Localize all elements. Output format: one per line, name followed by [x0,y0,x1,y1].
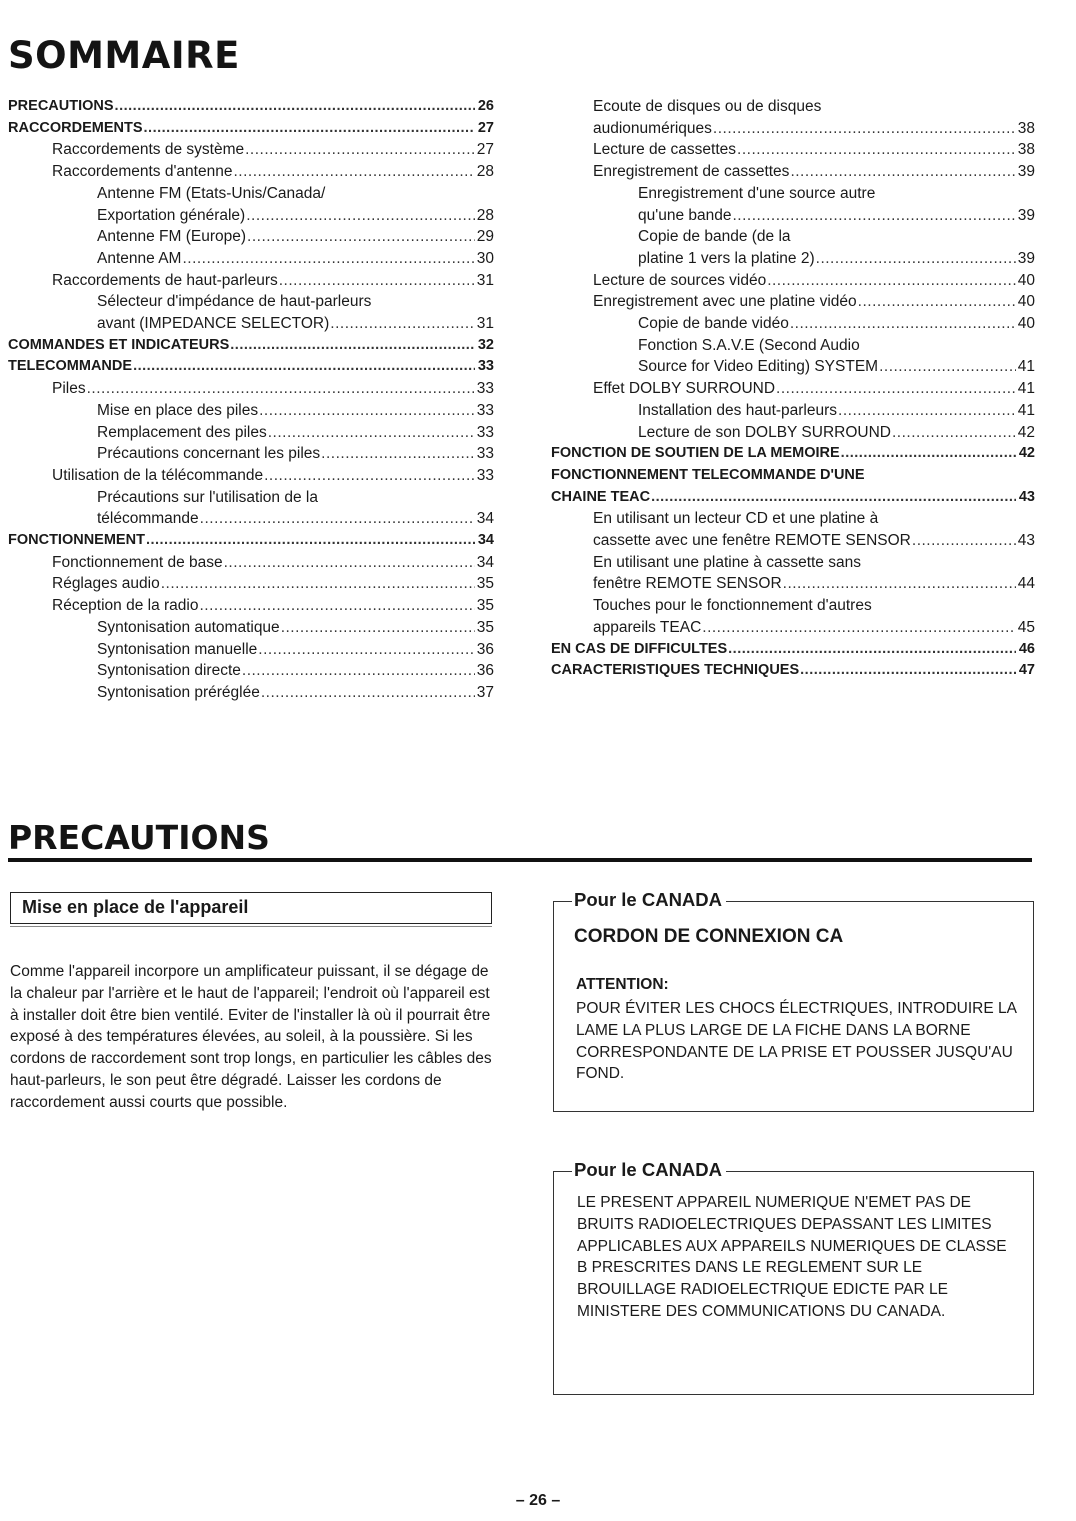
section-divider [8,858,1032,862]
toc-page: 43 [1017,532,1035,550]
toc-entry[interactable] [551,660,1035,682]
attention-label: ATTENTION: [576,976,669,993]
toc-entry[interactable] [551,530,1035,552]
toc-entry[interactable] [551,139,1035,161]
attention-text: POUR ÉVITER LES CHOCS ÉLECTRIQUES, INTRODUIRE LA LAME LA PLUS LARGE DE LA FICHE DANS LA BORNE CORRESPONDANTE DE LA PRISE ET POUSSER JUSQU'AU FOND. [576,1000,1017,1083]
toc-entry-title: Fonctionnement de base [52,553,223,571]
toc-leader [841,443,1016,465]
toc-entry[interactable] [8,639,494,661]
toc-leader [161,573,475,595]
toc-entry-title: Piles [52,380,86,398]
toc-leader [87,378,475,400]
toc-entry-title: COMMANDES ET INDICATEURS [8,336,230,353]
toc-entry-title: Enregistrement de cassettes [593,163,790,181]
toc-entry-title: Syntonisation automatique [97,618,280,636]
toc-leader [767,270,1016,292]
toc-page: 34 [477,532,494,549]
toc-page: 36 [476,662,494,680]
mise-en-place-heading-box [10,892,492,924]
toc-entry[interactable] [551,639,1035,661]
toc-leader [259,400,475,422]
toc-entry-title: Antenne FM (Europe) [97,228,247,246]
toc-entry[interactable] [8,422,494,444]
toc-entry-title: Effet DOLBY SURROUND [593,380,776,398]
toc-entry-line: Précautions sur l'utilisation de la [97,488,318,506]
toc-leader [224,552,475,574]
toc-entry-title: Lecture de sources vidéo [593,271,767,289]
toc-page: 39 [1017,163,1035,181]
toc-leader [838,400,1016,422]
toc-entry[interactable] [8,573,494,595]
toc-entry-title: Exportation générale) [97,206,246,224]
toc-entry[interactable] [551,291,1035,313]
toc-page: 29 [476,228,494,246]
toc-page: 33 [476,466,494,484]
toc-page: 42 [1017,423,1035,441]
toc-page: 41 [1017,358,1035,376]
toc-entry-title: cassette avec une fenêtre REMOTE SENSOR [593,532,911,550]
toc-page: 26 [477,98,494,114]
toc-entry-title: Raccordements de haut-parleurs [52,271,278,289]
toc-entry-line: Enregistrement d'une source autre [638,184,876,202]
toc-page: 40 [1017,315,1035,333]
toc-page: 31 [476,271,494,289]
toc-leader [892,422,1016,444]
mise-en-place-text: Comme l'appareil incorpore un amplificateur puissant, il se dégage de la chaleur par l'arrière et le haut de l'appareil; l'endroit où l'appareil est à installer doit être bien ventilé. Eviter de l'installer là où il pourrait être exposé à des températures élevées, au soleil, à la poussière. Si les cordons de raccordement sont trop longs, en particulier les câbles des haut-parleurs, le son peut être dégradé. Laisser les cordons de raccordement aussi courts que possible. [10,963,492,1111]
toc-entry-title: Installation des haut-parleurs [638,401,838,419]
toc-entry[interactable] [551,248,1035,270]
toc-leader [245,139,475,161]
toc-entry[interactable] [551,378,1035,400]
toc-entry-title: Lecture de son DOLBY SURROUND [638,423,891,441]
toc-page: 33 [476,445,494,463]
toc-entry[interactable] [551,205,1035,227]
toc-leader [258,639,475,661]
toc-entry[interactable] [8,595,494,617]
toc-page: 33 [477,358,494,375]
toc-page: 44 [1017,575,1035,593]
toc-page: 43 [1018,488,1035,505]
toc-entry-line: Antenne FM (Etats-Unis/Canada/ [97,184,326,202]
toc-entry-line: Sélecteur d'impédance de haut-parleurs [97,293,372,311]
toc-entry-title: audionumériques [593,119,712,137]
toc-leader [233,161,475,183]
toc-leader [279,270,475,292]
toc-leader [264,465,475,487]
toc-leader [737,139,1016,161]
toc-leader [783,573,1016,595]
toc-leader [268,422,475,444]
toc-leader [247,226,475,248]
canada-legend: Pour le CANADA [572,889,726,911]
precautions-title: PRECAUTIONS [8,818,270,857]
toc-entry-title: Syntonisation manuelle [97,640,258,658]
toc-leader [800,660,1016,682]
toc-leader [732,205,1016,227]
toc-leader [200,508,475,530]
heading-underline [10,926,492,927]
toc-entry-title: Antenne AM [97,249,182,267]
toc-leader [261,682,475,704]
toc-page: 40 [1017,271,1035,289]
toc-entry-title: Remplacement des piles [97,423,267,441]
toc-entry[interactable] [551,270,1035,292]
toc-page: 28 [476,163,494,181]
toc-entry-title: EN CAS DE DIFFICULTES [551,640,728,657]
toc-leader [200,595,476,617]
toc-page: 36 [476,640,494,658]
toc-page: 39 [1017,249,1035,267]
toc-entry-line: Ecoute de disques ou de disques [593,98,822,115]
toc-entry-title: Utilisation de la télécommande [52,466,264,484]
toc-entry[interactable] [8,118,494,140]
toc-entry[interactable] [551,161,1035,183]
toc-page: 45 [1017,618,1035,636]
toc-entry-title: Source for Video Editing) SYSTEM [638,358,879,376]
toc-entry-title: Lecture de cassettes [593,141,737,159]
toc-entry-title: Enregistrement avec une platine vidéo [593,293,857,311]
toc-entry-title: avant (IMPEDANCE SELECTOR) [97,315,330,333]
toc-page: 30 [476,249,494,267]
toc-leader [133,356,475,378]
toc-entry-title: Réglages audio [52,575,160,593]
toc-entry-title: CHAINE TEAC [551,488,651,505]
toc-page: 27 [477,119,494,136]
toc-entry[interactable] [551,313,1035,335]
toc-page: 35 [476,575,494,593]
toc-leader [816,248,1016,270]
toc-entry[interactable] [8,248,494,270]
toc-entry[interactable] [8,226,494,248]
toc-entry[interactable] [8,270,494,292]
toc-leader [651,487,1016,509]
toc-page: 34 [476,510,494,528]
toc-leader [321,443,475,465]
toc-entry-line: Copie de bande (de la [638,228,791,246]
toc-entry-title: appareils TEAC [593,618,702,636]
toc-page: 32 [477,336,494,353]
toc-entry-line: FONCTIONNEMENT TELECOMMANDE D'UNE [551,466,865,483]
toc-leader [702,617,1016,639]
toc-page: 47 [1018,662,1035,679]
canada-radio-notice [553,1159,1034,1395]
toc-entry[interactable] [8,378,494,400]
toc-page: 33 [476,423,494,441]
toc-page: 38 [1017,141,1035,159]
toc-leader [246,205,475,227]
toc-entry-title: FONCTIONNEMENT [8,532,145,549]
toc-leader [330,313,475,335]
toc-leader [281,617,475,639]
toc-entry[interactable] [551,487,1035,509]
canada-ac-cord-notice [553,889,1034,1112]
page-number: – 26 – [515,1492,561,1509]
toc-leader [728,639,1016,661]
toc-entry-line: En utilisant un lecteur CD et une platine à [593,510,879,528]
toc-page: 33 [476,380,494,398]
mise-en-place-heading: Mise en place de l'appareil [22,897,249,917]
toc-entry-title: Raccordements de système [52,141,245,159]
toc-entry[interactable] [551,617,1035,639]
toc-entry-title: Copie de bande vidéo [638,315,789,333]
toc-entry[interactable] [551,356,1035,378]
toc-left-column [8,96,494,704]
toc-entry[interactable] [8,465,494,487]
toc-entry[interactable] [8,530,494,552]
toc-page: 41 [1017,380,1035,398]
toc-entry[interactable] [8,660,494,682]
toc-leader [879,356,1016,378]
toc-entry-title: CARACTERISTIQUES TECHNIQUES [551,662,800,679]
toc-entry[interactable] [8,508,494,530]
toc-page: 37 [476,683,494,701]
toc-page: 27 [476,141,494,159]
toc-page: 40 [1017,293,1035,311]
toc-entry-title: Réception de la radio [52,597,199,615]
toc-entry[interactable] [8,161,494,183]
toc-leader [182,248,475,270]
toc-page: 28 [476,206,494,224]
toc-leader [858,291,1016,313]
toc-entry[interactable] [8,335,494,357]
toc-entry[interactable] [8,443,494,465]
toc-entry[interactable] [551,400,1035,422]
toc-entry[interactable] [8,617,494,639]
toc-entry-title: fenêtre REMOTE SENSOR [593,575,782,593]
toc-entry[interactable] [8,682,494,704]
toc-entry-title: PRECAUTIONS [8,98,114,114]
toc-page: 46 [1018,640,1035,657]
toc-entry-line: Touches pour le fonctionnement d'autres [593,597,872,615]
toc-entry[interactable] [8,205,494,227]
toc-page: 35 [476,597,494,615]
toc-entry-title: FONCTION DE SOUTIEN DE LA MEMOIRE [551,445,840,462]
toc-page: 31 [476,315,494,333]
toc-leader [115,96,475,118]
toc-entry-title: Syntonisation préréglée [97,683,260,701]
toc-entry[interactable] [8,400,494,422]
sommaire-title: SOMMAIRE [8,34,240,77]
radio-notice-text: LE PRESENT APPAREIL NUMERIQUE N'EMET PAS DE BRUITS RADIOELECTRIQUES DEPASSANT LES LIMITES APPLICABLES AUX APPAREILS NUMERIQUES DE CLASSE B PRESCRITES DANS LE REGLEMENT SUR LE BROUILLAGE RADIOELECTRIQUE EDICTE PAR LE MINISTERE DES COMMUNICATIONS DU CANADA. [577,1194,1007,1320]
toc-entry-title: Précautions concernant les piles [97,445,321,463]
toc-entry[interactable] [551,422,1035,444]
toc-entry-title: Mise en place des piles [97,401,259,419]
canada-legend: Pour le CANADA [572,1159,726,1181]
toc-page: 35 [476,618,494,636]
toc-entry-title: TELECOMMANDE [8,358,133,375]
toc-entry[interactable] [8,96,494,118]
toc-entry-title: qu'une bande [638,206,732,224]
toc-leader [790,161,1016,183]
toc-entry-line: Fonction S.A.V.E (Second Audio [638,336,860,354]
toc-leader [713,118,1016,140]
toc-entry[interactable] [8,313,494,335]
toc-page: 34 [476,553,494,571]
toc-entry[interactable] [551,443,1035,465]
ac-cord-subtitle: CORDON DE CONNEXION CA [574,926,844,947]
toc-entry-line: En utilisant une platine à cassette sans [593,553,861,571]
toc-page: 38 [1017,119,1035,137]
toc-leader [230,335,475,357]
toc-page: 39 [1017,206,1035,224]
toc-leader [144,118,475,140]
toc-entry-title: Raccordements d'antenne [52,163,233,181]
toc-entry[interactable] [8,552,494,574]
toc-page: 42 [1018,445,1035,462]
toc-page: 41 [1017,401,1035,419]
toc-entry-title: platine 1 vers la platine 2) [638,249,815,267]
toc-leader [146,530,475,552]
toc-entry-title: Syntonisation directe [97,662,241,680]
toc-right-column [551,96,1035,682]
toc-entry[interactable] [8,139,494,161]
toc-entry[interactable] [8,356,494,378]
toc-leader [776,378,1016,400]
toc-leader [912,530,1016,552]
toc-leader [242,660,475,682]
toc-leader [790,313,1016,335]
toc-page: 33 [476,401,494,419]
toc-entry-title: RACCORDEMENTS [8,119,143,136]
toc-entry[interactable] [551,573,1035,595]
toc-entry[interactable] [551,118,1035,140]
toc-entry-title: télécommande [97,510,199,528]
